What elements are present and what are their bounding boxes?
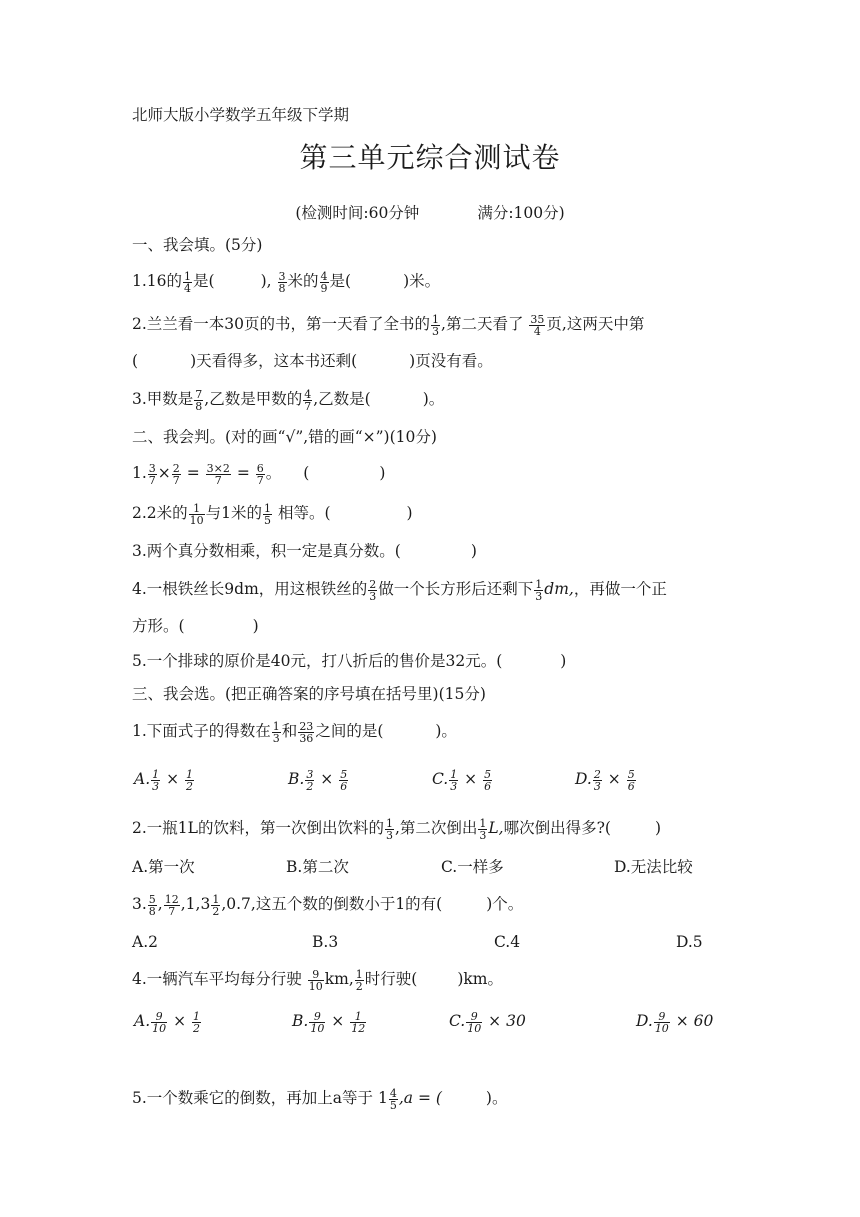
fraction: $\frac{1}{4}$ [184, 269, 192, 295]
section-1-heading: 一、我会填。(5分) [132, 236, 263, 254]
question-c2: 2.一瓶1L的饮料，第一次倒出饮料的 $\frac{1}{3}$ ,第二次倒出 $\frac{1}{3}$ L,哪次倒出得多?( ) [132, 816, 662, 842]
fraction: $\frac{3}{8}$ [278, 269, 286, 295]
question-b3: 3.两个真分数相乘，积一定是真分数。( ) [132, 542, 477, 560]
subtitle [0, 201, 860, 223]
c2-option-a: A.第一次 [132, 858, 195, 876]
question-b5: 5.一个排球的原价是40元，打八折后的售价是32元。( ) [132, 652, 567, 670]
section-2-heading: 二、我会判。(对的画“√”,错的画“×”)(10分) [132, 428, 437, 446]
c4-option-c: C. $\frac{9}{10}$ × 30 [449, 1009, 526, 1035]
subtitle-time: (检测时间:60分钟 [295, 204, 420, 222]
c1-option-a: A. $\frac{1}{3}$ × $\frac{1}{2}$ [134, 767, 193, 793]
question-b1: 1. $\frac{3}{7}$ × $\frac{2}{7}$ = $\frac{3\times 2}{7}$ = $\frac{6}{7}$ 。 ( ) [132, 461, 386, 487]
question-b4-cont: 方形。( ) [132, 617, 259, 635]
question-c3: 3. $\frac{5}{8}$ , $\frac{12}{7}$ ,1,3 $\frac{1}{2}$ ,0.7,这五个数的倒数小于1的有( )个。 [132, 892, 524, 918]
c1-option-d: D. $\frac{2}{3}$ × $\frac{5}{6}$ [575, 767, 635, 793]
c3-option-a: A.2 [132, 933, 158, 951]
c4-option-d: D. $\frac{9}{10}$ × 60 [636, 1009, 714, 1035]
c4-option-b: B. $\frac{9}{10}$ × $\frac{1}{12}$ [292, 1009, 366, 1035]
c1-option-b: B. $\frac{3}{2}$ × $\frac{5}{6}$ [288, 767, 348, 793]
question-a1: 1.16的 $\frac{1}{4}$ 是( ), $\frac{3}{8}$ 米的 $\frac{4}{9}$ 是( )米。 [132, 269, 441, 295]
subtitle-score: 满分:100分) [477, 204, 565, 222]
fraction: $\frac{4}{9}$ [320, 269, 328, 295]
question-c4: 4.一辆汽车平均每分行驶 $\frac{9}{10}$ km, $\frac{1}{2}$ 时行驶( )km。 [132, 967, 503, 993]
c3-option-c: C.4 [494, 933, 521, 951]
c3-option-b: B.3 [312, 933, 339, 951]
c1-option-c: C. $\frac{1}{3}$ × $\frac{5}{6}$ [432, 767, 492, 793]
header-text: 北师大版小学数学五年级下学期 [132, 106, 350, 124]
section-3-heading: 三、我会选。(把正确答案的序号填在括号里)(15分) [132, 685, 486, 703]
c2-option-d: D.无法比较 [614, 858, 693, 876]
question-b2: 2.2米的 $\frac{1}{10}$ 与1米的 $\frac{1}{5}$ 相等。( ) [132, 501, 413, 527]
question-c5: 5.一个数乘它的倒数，再加上a等于 1 $\frac{4}{5}$ ,a = ( )。 [132, 1086, 508, 1112]
question-b4: 4.一根铁丝长9dm，用这根铁丝的 $\frac{2}{3}$ 做一个长方形后还剩下 $\frac{1}{3}$ dm,，再做一个正 [132, 577, 667, 603]
page-title: 第三单元综合测试卷 [299, 141, 561, 174]
question-a2-cont: ( )天看得多，这本书还剩( )页没有看。 [132, 352, 493, 370]
c3-option-d: D.5 [676, 933, 703, 951]
c4-option-a: A. $\frac{9}{10}$ × $\frac{1}{2}$ [134, 1009, 200, 1035]
question-c1: 1.下面式子的得数在 $\frac{1}{3}$ 和 $\frac{23}{36}$ 之间的是( )。 [132, 719, 457, 745]
c2-option-b: B.第二次 [286, 858, 349, 876]
c2-option-c: C.一样多 [441, 858, 504, 876]
question-a3: 3.甲数是 $\frac{7}{8}$ ,乙数是甲数的 $\frac{4}{7}$ ,乙数是( )。 [132, 387, 445, 413]
question-a2: 2.兰兰看一本30页的书，第一天看了全书的 $\frac{1}{3}$ ,第二天看了 $\frac{35}{4}$ 页,这两天中第 [132, 312, 645, 338]
